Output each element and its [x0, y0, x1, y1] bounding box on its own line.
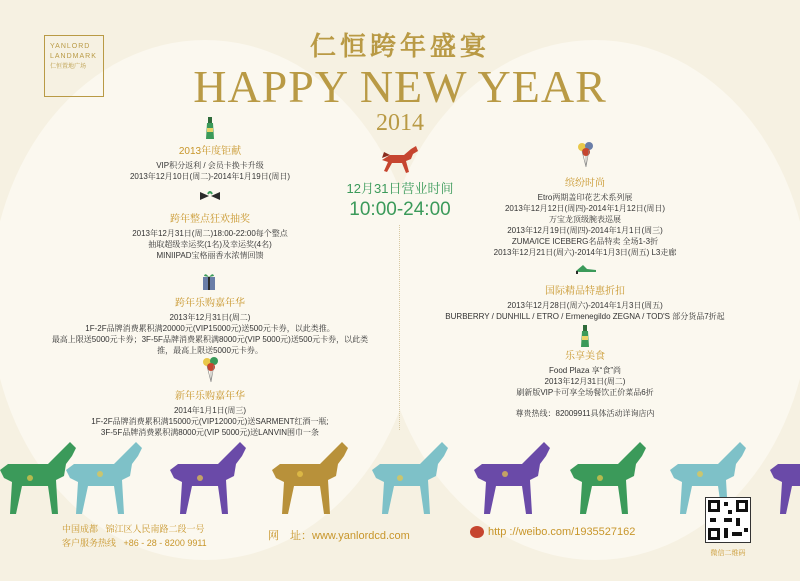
title-english: HAPPY NEW YEAR — [193, 61, 607, 112]
wechat-qr-caption: 微信二维码 — [710, 550, 746, 557]
balloons-icon — [202, 357, 220, 385]
running-horse-icon — [378, 142, 422, 176]
footer-service-hotline: 客户服务热线 +86 - 28 - 8200 9911 — [62, 538, 207, 548]
footer-weibo[interactable]: http ://weibo.com/1935527162 — [470, 526, 635, 538]
section-lucky-draw: 跨年整点狂欢抽奖 2013年12月31日(周二)18:00-22:00每个整点 抽取超级幸运奖(1名)及幸运奖(4名) MINIIPAD宝格丽香水浓情回馈 — [90, 213, 330, 261]
section-luxury-discount: 国际精品特惠折扣 2013年12月28日(周六)-2014年1月3日(周五) BURBERRY / DUNHILL / ETRO / Ermenegildo ZEGNA / TOD'S 部分货品7折起 — [420, 285, 750, 322]
horse-illustration — [474, 442, 550, 514]
horse-illustration — [570, 442, 646, 514]
business-hours-label: 12月31日营业时间 — [346, 181, 454, 196]
center-divider — [399, 225, 401, 430]
champagne-icon — [578, 325, 592, 349]
footer-address: 中国成都 锦江区人民南路二段一号 — [62, 524, 205, 534]
section-annual-offer-title: 2013年度钜献 — [178, 146, 242, 157]
balloons-icon — [577, 142, 595, 170]
title-chinese: 仁恒跨年盛宴 — [309, 32, 490, 62]
section-new-year-shopping: 新年乐购嘉年华 2014年1月1日(周三) 1F-2F品牌消费累积满15000元(VIP12000元)送SARMENT红酒一瓶; 3F-5F品牌消费累积满8000元(VIP 5000元)送LANVIN围巾一条 — [60, 390, 360, 438]
decorative-horses-row — [0, 438, 800, 514]
horse-illustration — [0, 442, 76, 514]
horse-illustration — [272, 442, 348, 514]
horse-illustration — [66, 442, 142, 514]
section-fashion-title: 缤纷时尚 — [565, 178, 605, 189]
footer-website[interactable]: 网 址：www.yanlordcd.com — [268, 530, 410, 542]
business-hours — [320, 178, 480, 221]
business-hours-time: 10:00-24:00 — [349, 199, 451, 220]
weibo-icon — [470, 526, 484, 538]
section-nye-shopping-title: 跨年乐购嘉年华 — [175, 298, 245, 309]
qr-code-icon — [706, 498, 750, 542]
champagne-icon — [203, 117, 217, 141]
high-heel-shoe-icon — [574, 262, 598, 276]
horse-illustration — [372, 442, 448, 514]
section-nye-shopping: 跨年乐购嘉年华 2013年12月31日(周二) 1F-2F品牌消费累积满20000元(VIP15000元)送500元卡券，以此类推。 最高上限送5000元卡券；3F-5F品牌消费累积满8000元(VIP 5000元)送500元卡券，以此类 推，最高上限送5000元卡券。 — [40, 297, 380, 356]
section-new-year-shopping-title: 新年乐购嘉年华 — [175, 391, 245, 402]
horse-illustration — [770, 442, 800, 514]
vip-hotline: 尊贵热线：82009911具体活动详询店内 — [515, 409, 655, 418]
section-lucky-draw-title: 跨年整点狂欢抽奖 — [170, 214, 250, 225]
wechat-qr-code — [705, 497, 751, 543]
gift-box-icon — [201, 272, 217, 292]
section-food-title: 乐享美食 — [565, 351, 605, 362]
year-label: 2014 — [376, 110, 424, 136]
horse-illustration — [170, 442, 246, 514]
section-fashion: 缤纷时尚 Etro两期盖印花艺术系列展 2013年12月12日(周四)-2014年1月12日(周日) 万宝龙顶级腕表巡展 2013年12月19日(周四)-2014年1月1日(周三) ZUMA/ICE ICEBERG名品特卖 全场1-3折 2013年12月21日(周六)-2014年1月3日(周五) L3走廊 — [460, 177, 710, 258]
section-annual-offer: 2013年度钜献 VIP积分返利 / 会员卡换卡升级 2013年12月10日(周二)-2014年1月19日(周日) — [90, 145, 330, 182]
section-luxury-discount-title: 国际精品特惠折扣 — [545, 286, 625, 297]
bow-tie-icon — [198, 189, 222, 203]
yanlord-logo: YANLORD LANDMARK 仁恒置地广场 — [44, 35, 104, 97]
section-food: 乐享美食 Food Plaza 享“食”尚 2013年12月31日(周二) 刷新版VIP卡可享全场餐饮正价菜品6折 — [470, 350, 700, 398]
